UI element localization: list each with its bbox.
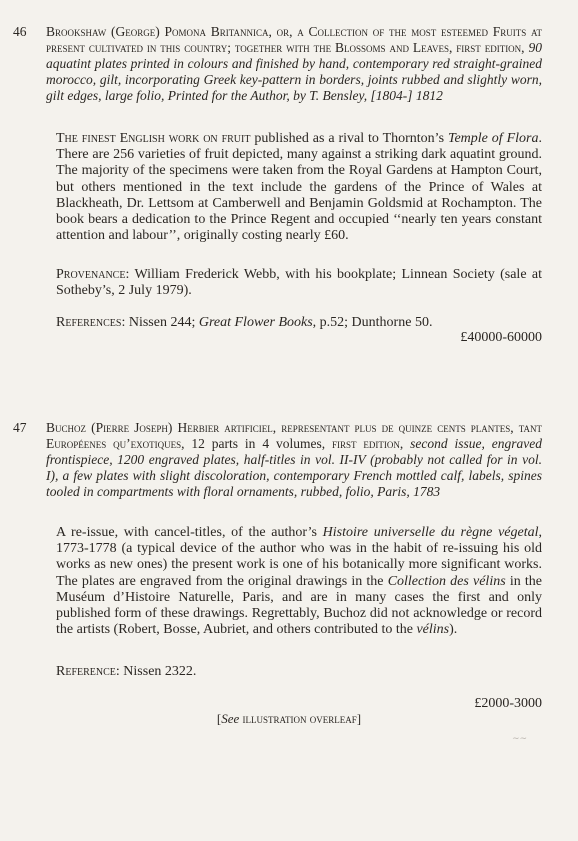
lot-46-references [56,315,542,331]
lot-46-estimate: £40000-60000 [460,330,542,345]
lot-author: Brookshaw (George) [46,24,160,39]
desc-b: Histoire universelle du règne végetal [322,525,539,540]
description-rest: . There are 256 varieties of fruit depicted, many against a striking dark aquatint ground. The majority of the specimens were taken from the Royal Gardens at Hampton Court, but others mentioned in the text include the gardens of the Prince of Wales at Blackheath, Dr. Lettsom at Camberwell and Benjamin Goldsmid at Rochampton. The book bears a dedication to the Prince Regent and occupied ‘‘nearly ten years constant attention and labour’’, originally costing nearly £60. [56,131,542,244]
desc-f: vélins [416,622,450,638]
desc-e: in the Muséum d’Histoire Naturelle, Paris, and are in many cases the first and only published form of these drawings. Regrettably, Buchoz did not acknowledge or record the artists (Robert, Bosse, Aubriet, and others contributed to the [56,573,543,638]
reference-text: Nissen 2322. [123,664,197,679]
lot-47-reference [56,664,542,680]
see-illustration-note [0,711,578,727]
pencil-annotation: ∼∼ [512,733,528,743]
references-rest: , p.52; Dunthorne 50. [312,315,433,330]
see-word: See [221,711,240,726]
desc-g: ). [449,622,458,638]
lot-details: 90 aquatint plates printed in colours and finished by hand, contemporary red straight-grained morocco, gilt, incorporating Greek key-pattern in borders, joints rubbed and slightly worn, gilt edges, large folio, Printed for the Author, by T. Bensley, [1804-] 1812 [46,40,542,103]
lot-title: Herbier artificiel, representant plus de quinze cents plantes, tant Européenes qu’exotiques, [46,420,543,451]
lot-number: 47 [13,420,27,435]
lot-46-provenance [56,267,542,299]
bracket-close: ] [356,711,362,726]
desc-c: , 1773-1778 (a typical device of the author who was in the habit of re-issuing his old works as new ones) the present work is one of his botanically more significant works. The plates are engraved from the original drawings in the [56,525,542,589]
lot-47-estimate: £2000-3000 [474,696,542,711]
provenance-label: Provenance: [56,267,130,282]
lot-volume-count: 12 parts in 4 volumes, [191,436,326,451]
desc-a: A re-issue, with cancel-titles, of the author’s [56,525,317,540]
lot-47-description [56,525,542,638]
provenance-text: William Frederick Webb, with his bookplate; Linnean Society (sale at Sotheby’s, 2 July 1979). [56,267,543,299]
lot-heading [46,24,542,104]
desc-d: Collection des vélins [387,573,506,589]
description-mid: published as a rival to Thornton’s [254,131,445,146]
description-title: Temple of Flora [447,131,539,146]
description-lead: The finest English work on fruit [56,131,251,146]
references-book: Great Flower Books [198,315,313,330]
lot-46-description [56,131,542,244]
illustration-overleaf: illustration overleaf [242,711,357,726]
lot-details: second issue, engraved frontispiece, 1200 engraved plates, half-titles in vol. II-IV (probably not called for in vol. I), a few plates with slight discoloration, contemporary French mottled calf, labels, spines tooled in compartments with floral ornaments, rubbed, folio, Paris, 1783 [46,436,542,499]
references-label: References: [56,315,126,330]
bracket-open: [ [216,711,222,726]
lot-title: Pomona Britannica, or, a Collection of the most esteemed Fruits at present cultivated in this country; together with the Blossoms and Leaves, first edition, [46,24,542,55]
reference-label: Reference: [56,664,120,679]
lot-edition: first edition, [331,436,404,451]
lot-author: Buchoz (Pierre Joseph) [46,420,173,435]
lot-number: 46 [13,24,27,39]
lot-heading [46,420,542,500]
references-nissen: Nissen 244; [128,315,196,330]
